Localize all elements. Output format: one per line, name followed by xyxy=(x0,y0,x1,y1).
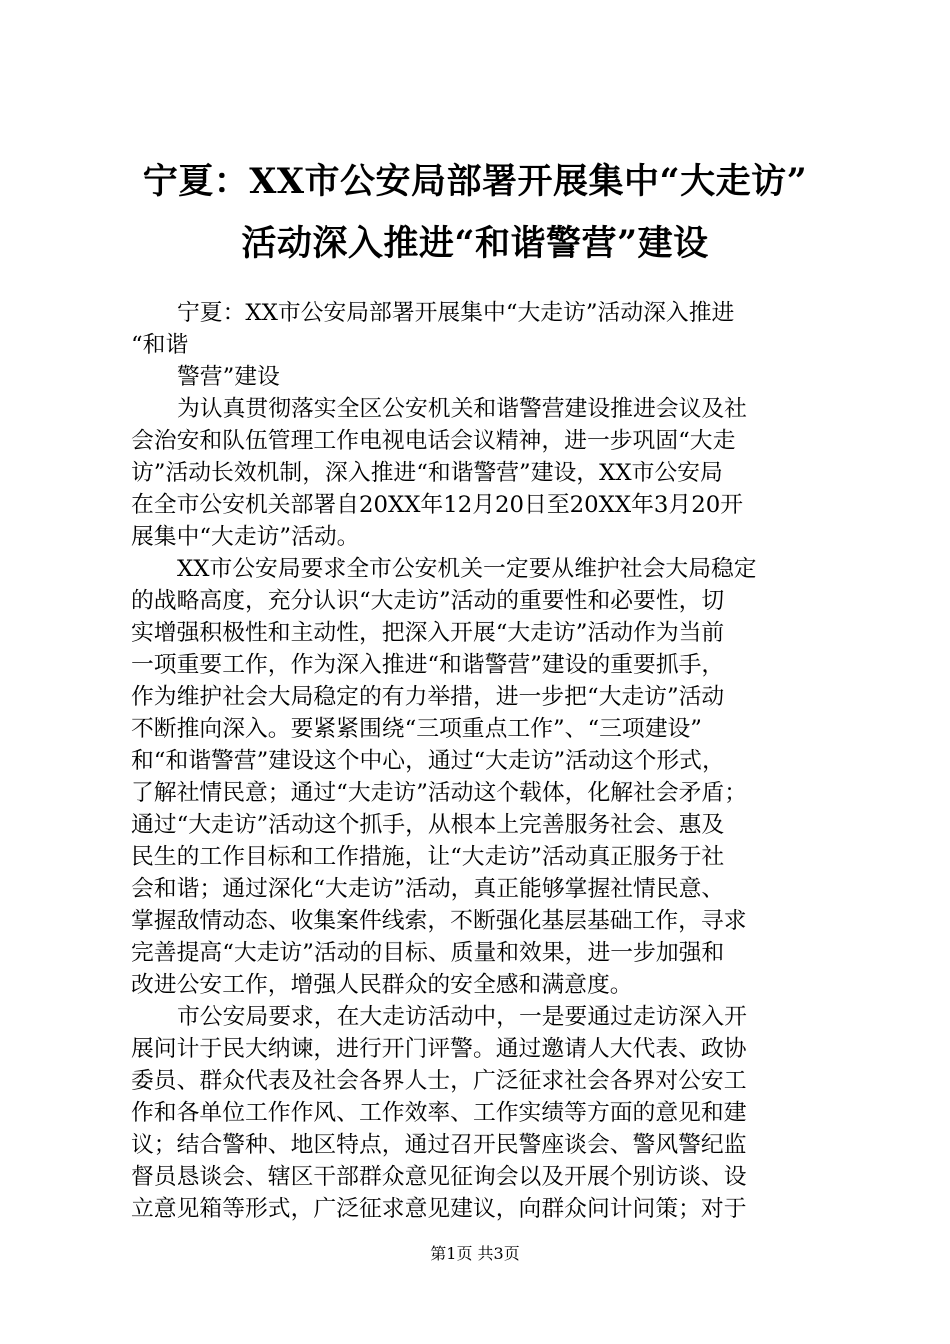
body-line: 市公安局要求，在大走访活动中，一是要通过走访深入开 xyxy=(177,1004,747,1030)
body-line: 督员恳谈会、辖区干部群众意见征询会以及开展个别访谈、设 xyxy=(131,1164,747,1190)
document-body xyxy=(131,297,831,1225)
body-line: 不断推向深入。要紧紧围绕“三项重点工作”、“三项建设” xyxy=(131,716,702,742)
body-line: 会治安和队伍管理工作电视电话会议精神，进一步巩固“大走 xyxy=(131,428,736,454)
body-line: 民生的工作目标和工作措施，让“大走访”活动真正服务于社 xyxy=(131,844,725,870)
body-line: 访”活动长效机制，深入推进“和谐警营”建设，XX市公安局 xyxy=(131,460,723,486)
body-line: 作为维护社会大局稳定的有力举措，进一步把“大走访”活动 xyxy=(131,684,725,710)
body-line: 展问计于民大纳谏，进行开门评警。通过邀请人大代表、政协 xyxy=(131,1036,747,1062)
body-line: 的战略高度，充分认识“大走访”活动的重要性和必要性，切 xyxy=(131,588,725,614)
body-line: 宁夏：XX市公安局部署开展集中“大走访”活动深入推进 xyxy=(177,300,735,326)
body-line: 通过“大走访”活动这个抓手，从根本上完善服务社会、惠及 xyxy=(131,812,725,838)
body-line: 作和各单位工作作风、工作效率、工作实绩等方面的意见和建 xyxy=(131,1100,747,1126)
body-line: 为认真贯彻落实全区公安机关和谐警营建设推进会议及社 xyxy=(177,396,747,422)
document-title-line-2: 活动深入推进“和谐警营”建设 xyxy=(241,223,709,264)
body-line: 委员、群众代表及社会各界人士，广泛征求社会各界对公安工 xyxy=(131,1068,747,1094)
body-line: 改进公安工作，增强人民群众的安全感和满意度。 xyxy=(131,972,633,998)
body-line: 实增强积极性和主动性，把深入开展“大走访”活动作为当前 xyxy=(131,620,725,646)
body-line: 展集中“大走访”活动。 xyxy=(131,524,360,550)
body-line: 立意见箱等形式，广泛征求意见建议，向群众问计问策；对于 xyxy=(131,1196,747,1222)
body-line: 和“和谐警营”建设这个中心，通过“大走访”活动这个形式， xyxy=(131,748,725,774)
body-line: 了解社情民意；通过“大走访”活动这个载体，化解社会矛盾； xyxy=(131,780,748,806)
body-line: XX市公安局要求全市公安机关一定要从维护社会大局稳定 xyxy=(177,556,757,582)
body-line: 议；结合警种、地区特点，通过召开民警座谈会、警风警纪监 xyxy=(131,1132,747,1158)
body-line: “和谐 xyxy=(131,332,189,358)
document-title-line-1: 宁夏：XX市公安局部署开展集中“大走访” xyxy=(142,161,808,202)
body-line: 一项重要工作，作为深入推进“和谐警营”建设的重要抓手， xyxy=(131,652,725,678)
body-line: 在全市公安机关部署自20XX年12月20日至20XX年3月20开 xyxy=(131,492,744,518)
page-number-footer: 第1页 共3页 xyxy=(430,1244,520,1263)
body-line: 会和谐；通过深化“大走访”活动，真正能够掌握社情民意、 xyxy=(131,876,725,902)
body-line: 掌握敌情动态、收集案件线索，不断强化基层基础工作，寻求 xyxy=(131,908,747,934)
body-line: 警营”建设 xyxy=(177,364,280,390)
body-line: 完善提高“大走访”活动的目标、质量和效果，进一步加强和 xyxy=(131,940,725,966)
